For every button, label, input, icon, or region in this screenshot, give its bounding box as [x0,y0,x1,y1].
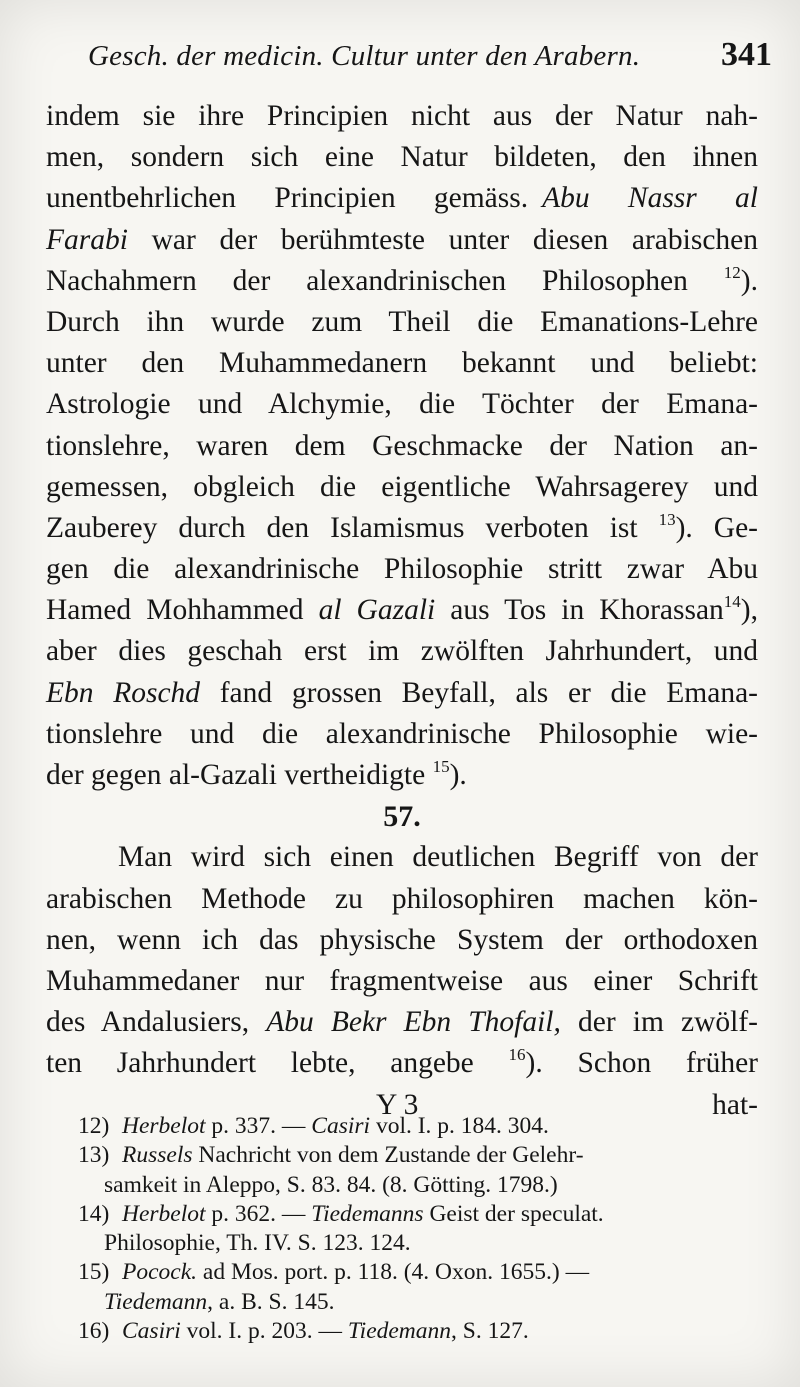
author-name: Farabi [46,223,128,256]
signature-mark: Y 3 [376,1088,419,1121]
author-name: al Gazali [318,594,436,627]
text-line: tionslehre, waren dem Geschmacke der Nation an- [46,429,758,462]
footnote-ref: 13 [658,509,676,529]
text-line: Zauberey durch den Islamismus verboten ist $^{13}$). Ge- [46,509,759,544]
text-line: unentbehrlichen Principien gemäss. Abu Nassr al [46,182,758,215]
footnote-12: 12) Herbelot p. 337. — Casiri vol. I. p. 184. 304. [78,1113,549,1139]
text-line: indem sie ihre Principien nicht aus der Natur nah- [46,100,758,132]
author-name: Abu Bekr Ebn Thofail, [266,1006,561,1039]
text-line: men, sondern sich eine Natur bildeten, den ihnen [46,141,758,174]
section-number: 57. [383,800,421,834]
text-line: arabischen Methode zu philosophiren machen kön- [46,882,758,915]
text-line: nen, wenn ich das physische System der orthodoxen [46,923,758,956]
footnote-14: 14) Herbelot p. 362. — Tiedemanns Geist der speculat. [78,1200,604,1227]
footnote-15-continuation: Tiedemann, a. B. S. 145. [104,1288,335,1315]
text-line: der gegen al-Gazali vertheidigte $^{15}$). [46,757,467,791]
footnote-15: 15) Pocock. ad Mos. port. p. 118. (4. Oxon. 1655.) — [78,1259,590,1286]
footnote-ref: 16 [508,1045,526,1065]
footnotes [78,1112,758,1346]
text-line: unter den Muhammedanern bekannt und beliebt: [46,347,758,380]
footnote-ref: 15 [432,757,450,776]
text-line: aber dies geschah erst im zwölften Jahrhundert, und [46,635,758,668]
footnote-14-continuation: Philosophie, Th. IV. S. 123. 124. [104,1230,411,1257]
footnote-ref: 14 [723,592,741,612]
catchword: hat- [712,1088,758,1121]
text-line: Nachahmern der alexandrinischen Philosophen $^{12}$). [46,262,758,297]
author-name: Abu Nassr al [542,182,758,215]
footnote-16: 16) Casiri vol. I. p. 203. — Tiedemann, S. 127. [78,1318,529,1345]
text-line: gen die alexandrinische Philosophie stritt zwar Abu [46,553,758,586]
text-line: gemessen, obgleich die eigentliche Wahrsagerey und [46,470,758,503]
author-name: Ebn Roschd [46,676,201,709]
page-number: 341 [721,36,772,73]
footnote-13: 13) Russels Nachricht von dem Zustande der Gelehr- [78,1142,584,1169]
footnote-13-continuation: samkeit in Aleppo, S. 83. 84. (8. Götting. 1798.) [104,1171,558,1198]
text-line: Farabi war der berühmteste unter diesen arabischen [46,223,759,256]
text-line: tionslehre und die alexandrinische Philosophie wie- [46,717,758,750]
running-title: Gesch. der medicin. Cultur unter den Arabern. [88,40,641,72]
running-header [88,36,772,86]
text-line: des Andalusiers, Abu Bekr Ebn Thofail, der im zwölf- [46,1006,758,1039]
footnote-ref: 12 [723,262,741,282]
text-line: ten Jahrhundert lebte, angebe $^{16}$). Schon früher [46,1045,759,1080]
text-line: Muhammedaner nur fragmentweise aus einer Schrift [46,964,758,997]
text-line: Astrologie und Alchymie, die Töchter der Emana- [46,388,758,421]
text-line: Hamed Mohhammed al Gazali aus Tos in Khorassan$^{14}$), [46,592,758,627]
text-line: Man wird sich einen deutlichen Begriff von der [118,841,758,874]
text-line: Durch ihn wurde zum Theil die Emanations-Lehre [46,305,758,338]
text-line: Ebn Roschd fand grossen Beyfall, als er die Emana- [46,676,759,709]
main-text [46,96,758,1126]
